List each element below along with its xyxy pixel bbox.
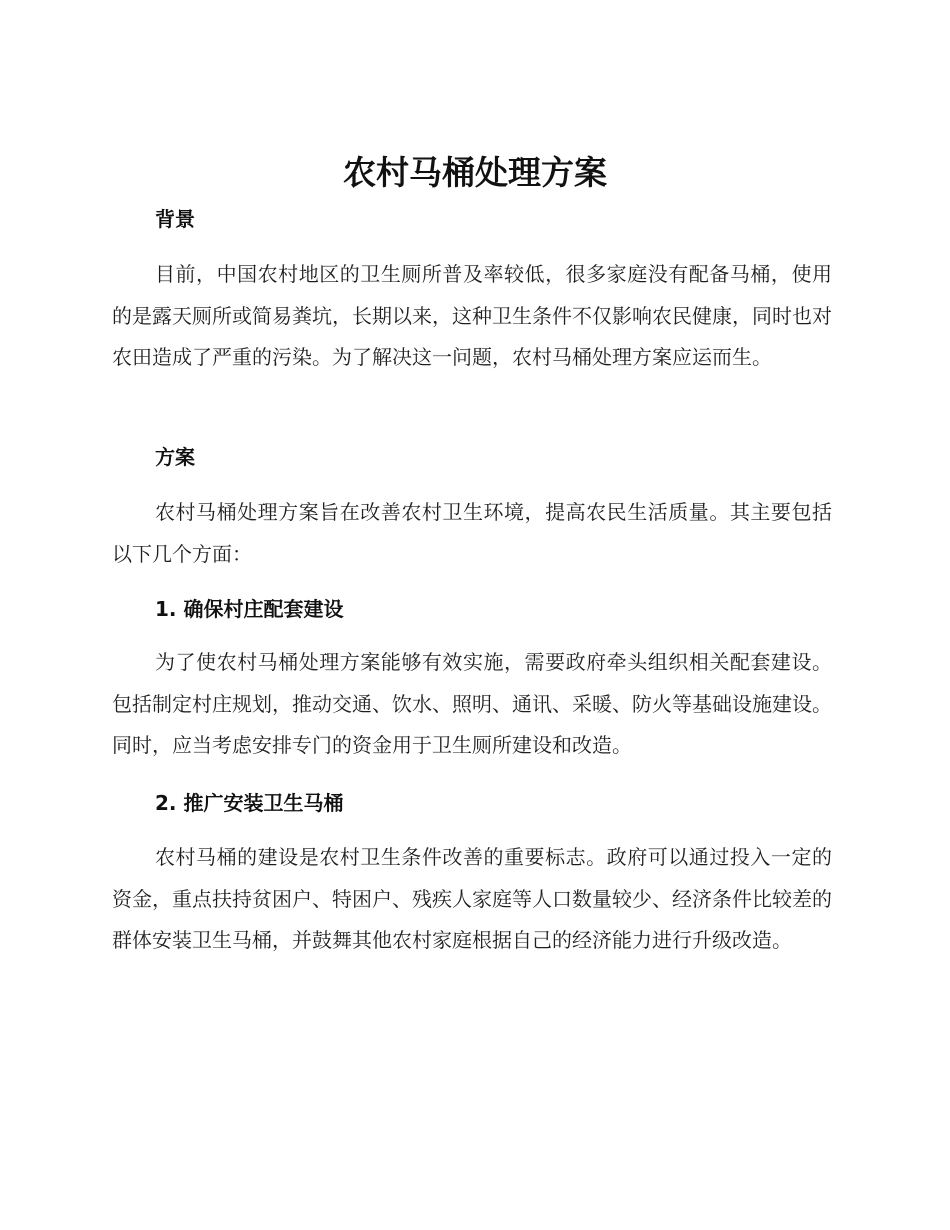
section-paragraph-plan: 农村马桶处理方案旨在改善农村卫生环境，提高农民生活质量。其主要包括以下几个方面： (112, 500, 832, 566)
section-heading-toilet-install: 2. 推广安装卫生马桶 (155, 791, 344, 815)
section-heading-infrastructure: 1. 确保村庄配套建设 (155, 597, 344, 621)
section-paragraph-toilet-install: 农村马桶的建设是农村卫生条件改善的重要标志。政府可以通过投入一定的资金，重点扶持贫困户、特困户、残疾人家庭等人口数量较少、经济条件比较差的群体安装卫生马桶，并鼓舞其他农村家庭根据自己的经济能力进行升级改造。 (112, 845, 832, 952)
section-paragraph-infrastructure: 为了使农村马桶处理方案能够有效实施，需要政府牵头组织相关配套建设。包括制定村庄规划，推动交通、饮水、照明、通讯、采暖、防火等基础设施建设。同时，应当考虑安排专门的资金用于卫生厕所建设和改造。 (112, 650, 832, 757)
document-title: 农村马桶处理方案 (343, 153, 607, 192)
section-paragraph-background: 目前，中国农村地区的卫生厕所普及率较低，很多家庭没有配备马桶，使用的是露天厕所或简易粪坑，长期以来，这种卫生条件不仅影响农民健康，同时也对农田造成了严重的污染。为了解决这一问题，农村马桶处理方案应运而生。 (112, 262, 832, 369)
section-heading-plan: 方案 (155, 445, 195, 469)
section-heading-background: 背景 (155, 207, 195, 231)
